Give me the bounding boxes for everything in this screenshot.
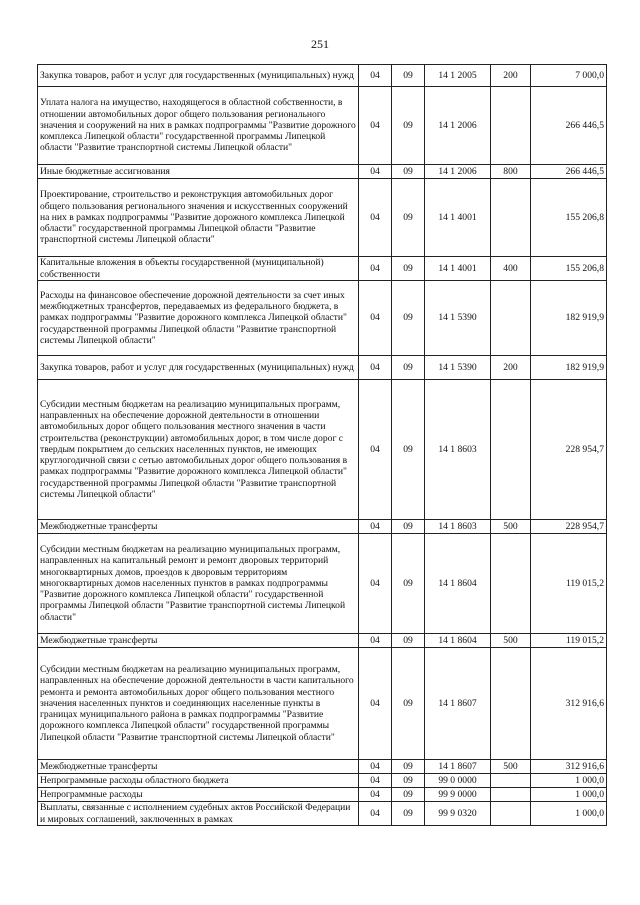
row-description: Субсидии местным бюджетам на реализацию муниципальных программ, направленных на обеспечение дорожной деятельности в отношении автомобильных дорог общего пользования местного значения в части строительства (реконструкции) автомобильных дорог, в том числе дорог с твердым покрытием до сельских населенных пунктов, не имеющих круглогодичной связи с сетью автомобильных дорог общего пользования в рамках подпрограммы "Развитие дорожного комплекса Липецкой области" государственной программы Липецкой области "Развитие транспортной системы Липецкой области" bbox=[38, 380, 359, 520]
table-row bbox=[38, 534, 607, 634]
razdel-cell: 04 bbox=[359, 788, 392, 802]
amount-cell: 182 919,9 bbox=[531, 281, 607, 356]
podrazdel-cell: 09 bbox=[392, 774, 425, 788]
amount-cell: 266 446,5 bbox=[531, 165, 607, 179]
razdel-cell: 04 bbox=[359, 634, 392, 648]
target-article-cell: 14 1 5390 bbox=[425, 281, 491, 356]
amount-cell: 119 015,2 bbox=[531, 534, 607, 634]
target-article-cell: 14 1 8603 bbox=[425, 380, 491, 520]
razdel-cell: 04 bbox=[359, 281, 392, 356]
expense-type-cell: 500 bbox=[491, 520, 531, 534]
podrazdel-cell: 09 bbox=[392, 257, 425, 281]
amount-cell: 155 206,8 bbox=[531, 179, 607, 257]
podrazdel-cell: 09 bbox=[392, 648, 425, 760]
expense-type-cell: 200 bbox=[491, 65, 531, 87]
amount-cell: 1 000,0 bbox=[531, 774, 607, 788]
table-row bbox=[38, 257, 607, 281]
razdel-cell: 04 bbox=[359, 257, 392, 281]
table-row bbox=[38, 648, 607, 760]
table-row bbox=[38, 774, 607, 788]
row-description: Расходы на финансовое обеспечение дорожной деятельности за счет иных межбюджетных трансфертов, передаваемых из федерального бюджета, в рамках подпрограммы "Развитие дорожного комплекса Липецкой области" государственной программы Липецкой области "Развитие транспортной системы Липецкой области" bbox=[38, 281, 359, 356]
podrazdel-cell: 09 bbox=[392, 281, 425, 356]
expense-type-cell: 500 bbox=[491, 634, 531, 648]
amount-cell: 119 015,2 bbox=[531, 634, 607, 648]
razdel-cell: 04 bbox=[359, 356, 392, 380]
expense-type-cell bbox=[491, 802, 531, 826]
amount-cell: 182 919,9 bbox=[531, 356, 607, 380]
expense-type-cell: 500 bbox=[491, 760, 531, 774]
podrazdel-cell: 09 bbox=[392, 380, 425, 520]
razdel-cell: 04 bbox=[359, 65, 392, 87]
target-article-cell: 14 1 8604 bbox=[425, 534, 491, 634]
row-description: Иные бюджетные ассигнования bbox=[38, 165, 359, 179]
razdel-cell: 04 bbox=[359, 534, 392, 634]
amount-cell: 312 916,6 bbox=[531, 760, 607, 774]
amount-cell: 7 000,0 bbox=[531, 65, 607, 87]
row-description: Уплата налога на имущество, находящегося в областной собственности, в отношении автомобильных дорог общего пользования регионального значения и сооружений на них в рамках подпрограммы "Развитие дорожного комплекса Липецкой области" государственной программы Липецкой области "Развитие транспортной системы Липецкой области" bbox=[38, 87, 359, 165]
expense-type-cell bbox=[491, 774, 531, 788]
table-row bbox=[38, 788, 607, 802]
amount-cell: 228 954,7 bbox=[531, 520, 607, 534]
target-article-cell: 14 1 4001 bbox=[425, 257, 491, 281]
podrazdel-cell: 09 bbox=[392, 65, 425, 87]
razdel-cell: 04 bbox=[359, 179, 392, 257]
row-description: Межбюджетные трансферты bbox=[38, 760, 359, 774]
table-row bbox=[38, 520, 607, 534]
expense-type-cell bbox=[491, 788, 531, 802]
razdel-cell: 04 bbox=[359, 380, 392, 520]
expense-type-cell: 400 bbox=[491, 257, 531, 281]
row-description: Выплаты, связанные с исполнением судебных актов Российской Федерации и мировых соглашений, заключенных в рамках bbox=[38, 802, 359, 826]
expense-type-cell bbox=[491, 648, 531, 760]
amount-cell: 155 206,8 bbox=[531, 257, 607, 281]
target-article-cell: 14 1 5390 bbox=[425, 356, 491, 380]
target-article-cell: 14 1 8603 bbox=[425, 520, 491, 534]
table-row bbox=[38, 65, 607, 87]
target-article-cell: 14 1 8604 bbox=[425, 634, 491, 648]
row-description: Непрограммные расходы областного бюджета bbox=[38, 774, 359, 788]
amount-cell: 312 916,6 bbox=[531, 648, 607, 760]
amount-cell: 228 954,7 bbox=[531, 380, 607, 520]
row-description: Капитальные вложения в объекты государственной (муниципальной) собственности bbox=[38, 257, 359, 281]
row-description: Непрограммные расходы bbox=[38, 788, 359, 802]
table-row bbox=[38, 281, 607, 356]
expense-type-cell: 200 bbox=[491, 356, 531, 380]
table-row bbox=[38, 760, 607, 774]
table-row bbox=[38, 165, 607, 179]
row-description: Субсидии местным бюджетам на реализацию муниципальных программ, направленных на обеспечение дорожной деятельности в части капитального ремонта и ремонта автомобильных дорог общего пользования местного значения населенных пунктов и соединяющих населенные пункты в границах муниципального района в рамках подпрограммы "Развитие дорожного комплекса Липецкой области" государственной программы Липецкой области "Развитие транспортной системы Липецкой области" bbox=[38, 648, 359, 760]
page-number: 251 bbox=[311, 37, 329, 51]
razdel-cell: 04 bbox=[359, 165, 392, 179]
target-article-cell: 99 0 0000 bbox=[425, 774, 491, 788]
razdel-cell: 04 bbox=[359, 648, 392, 760]
podrazdel-cell: 09 bbox=[392, 165, 425, 179]
expense-type-cell bbox=[491, 281, 531, 356]
target-article-cell: 99 9 0000 bbox=[425, 788, 491, 802]
target-article-cell: 14 1 4001 bbox=[425, 179, 491, 257]
target-article-cell: 14 1 8607 bbox=[425, 760, 491, 774]
table-row bbox=[38, 179, 607, 257]
amount-cell: 1 000,0 bbox=[531, 788, 607, 802]
expense-type-cell: 800 bbox=[491, 165, 531, 179]
target-article-cell: 14 1 2006 bbox=[425, 165, 491, 179]
podrazdel-cell: 09 bbox=[392, 87, 425, 165]
target-article-cell: 99 9 0320 bbox=[425, 802, 491, 826]
amount-cell: 1 000,0 bbox=[531, 802, 607, 826]
budget-table bbox=[37, 64, 607, 826]
expense-type-cell bbox=[491, 380, 531, 520]
row-description: Межбюджетные трансферты bbox=[38, 634, 359, 648]
expense-type-cell bbox=[491, 87, 531, 165]
target-article-cell: 14 1 8607 bbox=[425, 648, 491, 760]
target-article-cell: 14 1 2006 bbox=[425, 87, 491, 165]
table-row bbox=[38, 356, 607, 380]
table-row bbox=[38, 380, 607, 520]
razdel-cell: 04 bbox=[359, 802, 392, 826]
row-description: Закупка товаров, работ и услуг для государственных (муниципальных) нужд bbox=[38, 65, 359, 87]
row-description: Субсидии местным бюджетам на реализацию муниципальных программ, направленных на капитальный ремонт и ремонт дворовых территорий многоквартирных домов, проездов к дворовым территориям многоквартирных домов населенных пунктов в рамках подпрограммы "Развитие дорожного комплекса Липецкой области" государственной программы Липецкой области "Развитие транспортной системы Липецкой области" bbox=[38, 534, 359, 634]
razdel-cell: 04 bbox=[359, 760, 392, 774]
row-description: Проектирование, строительство и реконструкция автомобильных дорог общего пользования регионального значения и искусственных сооружений на них в рамках подпрограммы "Развитие дорожного комплекса Липецкой области" государственной программы Липецкой области "Развитие транспортной системы Липецкой области" bbox=[38, 179, 359, 257]
target-article-cell: 14 1 2005 bbox=[425, 65, 491, 87]
table-row bbox=[38, 87, 607, 165]
podrazdel-cell: 09 bbox=[392, 520, 425, 534]
razdel-cell: 04 bbox=[359, 520, 392, 534]
podrazdel-cell: 09 bbox=[392, 802, 425, 826]
table-row bbox=[38, 634, 607, 648]
podrazdel-cell: 09 bbox=[392, 534, 425, 634]
podrazdel-cell: 09 bbox=[392, 179, 425, 257]
amount-cell: 266 446,5 bbox=[531, 87, 607, 165]
table-row bbox=[38, 802, 607, 826]
podrazdel-cell: 09 bbox=[392, 634, 425, 648]
razdel-cell: 04 bbox=[359, 774, 392, 788]
expense-type-cell bbox=[491, 179, 531, 257]
expense-type-cell bbox=[491, 534, 531, 634]
razdel-cell: 04 bbox=[359, 87, 392, 165]
podrazdel-cell: 09 bbox=[392, 760, 425, 774]
row-description: Закупка товаров, работ и услуг для государственных (муниципальных) нужд bbox=[38, 356, 359, 380]
row-description: Межбюджетные трансферты bbox=[38, 520, 359, 534]
podrazdel-cell: 09 bbox=[392, 788, 425, 802]
podrazdel-cell: 09 bbox=[392, 356, 425, 380]
